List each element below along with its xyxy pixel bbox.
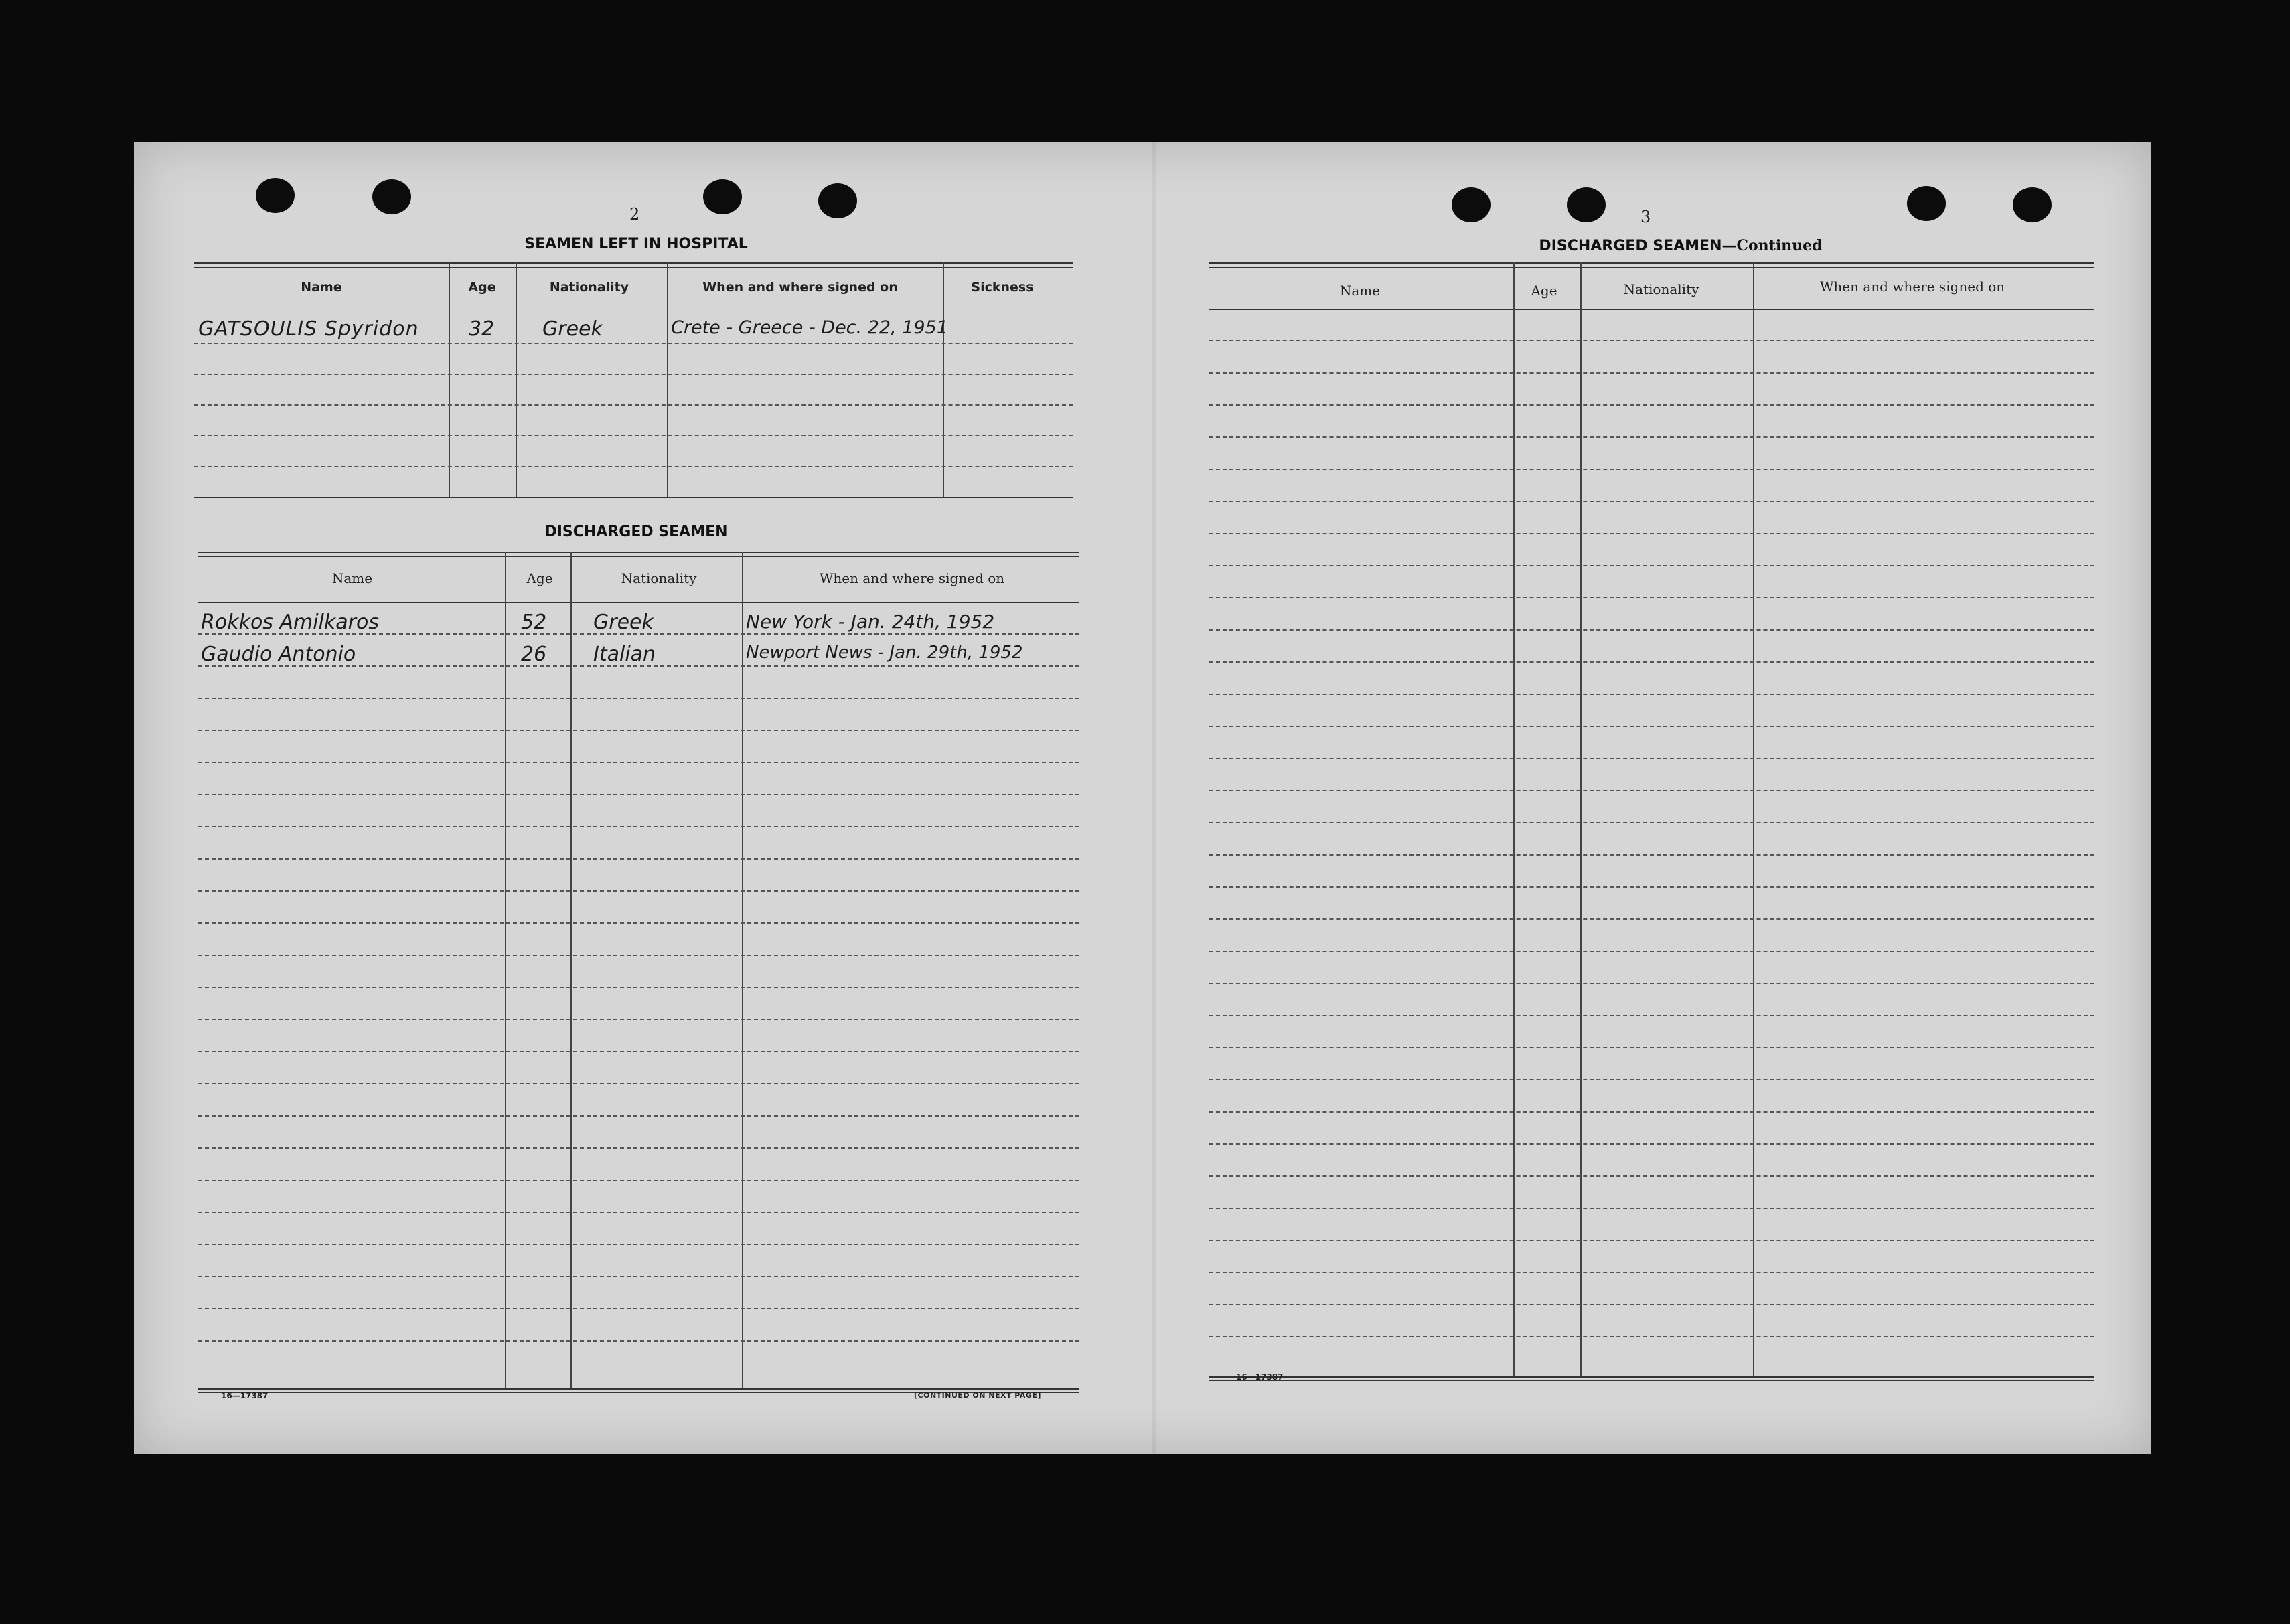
- col-header-name: Name: [1339, 282, 1381, 299]
- hospital-section-title: SEAMEN LEFT IN HOSPITAL: [524, 236, 748, 252]
- discharged-row-2-nationality: Italian: [593, 643, 656, 666]
- punch-hole: [2013, 187, 2052, 222]
- continued-note: [CONTINUED ON NEXT PAGE]: [914, 1391, 1041, 1400]
- hospital-row-nationality: Greek: [542, 317, 603, 341]
- discharged-section-title: DISCHARGED SEAMEN: [544, 523, 728, 540]
- col-header-age: Age: [526, 570, 553, 586]
- discharged-row-2-signed-on: Newport News - Jan. 29th, 1952: [746, 643, 1023, 663]
- col-header-signed-on: When and where signed on: [819, 570, 1005, 586]
- title-continued: —Continued: [1722, 237, 1823, 254]
- col-header-name: Name: [331, 570, 373, 586]
- hospital-row-age: 32: [469, 317, 495, 341]
- col-header-nationality: Nationality: [1623, 281, 1699, 297]
- hospital-row-name: GATSOULIS Spyridon: [198, 317, 419, 341]
- discharged-row-2-age: 26: [521, 643, 547, 666]
- punch-hole: [372, 179, 411, 214]
- col-header-age: Age: [468, 280, 496, 295]
- page-number-right: 3: [1640, 208, 1651, 226]
- title-main: DISCHARGED SEAMEN: [1539, 238, 1722, 254]
- form-number-right: 16—17387: [1236, 1372, 1284, 1382]
- col-header-nationality: Nationality: [621, 570, 697, 586]
- discharged-continued-title: [1446, 237, 1915, 254]
- page-fold: [1152, 142, 1156, 1454]
- hospital-table: [194, 262, 1073, 503]
- col-header-nationality: Nationality: [549, 280, 629, 295]
- punch-hole: [1452, 187, 1491, 222]
- col-header-signed-on: When and where signed on: [1819, 278, 2005, 295]
- punch-hole: [818, 183, 857, 218]
- punch-hole: [703, 179, 742, 214]
- col-header-age: Age: [1531, 282, 1557, 299]
- discharged-row-1-age: 52: [521, 611, 547, 634]
- col-header-sickness: Sickness: [971, 280, 1034, 295]
- discharged-continued-table: [1209, 262, 2094, 1394]
- discharged-row-1-signed-on: New York - Jan. 24th, 1952: [746, 611, 995, 633]
- discharged-row-1-name: Rokkos Amilkaros: [201, 611, 379, 634]
- punch-hole: [1567, 187, 1606, 222]
- discharged-row-1-nationality: Greek: [593, 611, 654, 634]
- hospital-row-signed-on: Crete - Greece - Dec. 22, 1951: [671, 317, 948, 338]
- discharged-table: [198, 552, 1079, 1399]
- col-header-name: Name: [301, 280, 342, 295]
- page-number-left: 2: [629, 205, 640, 224]
- punch-hole: [256, 178, 295, 213]
- discharged-row-2-name: Gaudio Antonio: [201, 643, 356, 666]
- punch-hole: [1907, 186, 1946, 221]
- form-number-left: 16—17387: [221, 1391, 269, 1400]
- document-sheet: [134, 142, 2151, 1454]
- col-header-signed-on: When and where signed on: [702, 280, 898, 295]
